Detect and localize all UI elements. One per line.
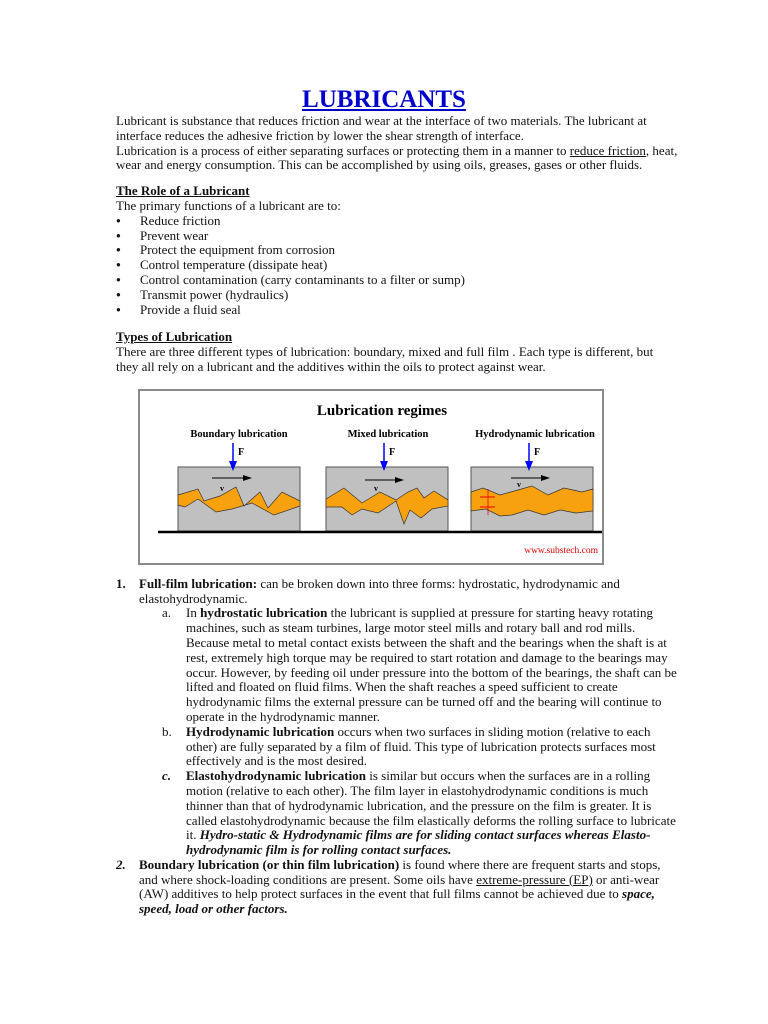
- term: Elastohydrodynamic lubrication: [186, 768, 366, 784]
- intro-paragraph-1: Lubricant is substance that reduces friction and wear at the interface of two materials. The lubricant at interface reduces the adhesive friction by lower the shear strength of interface.: [116, 113, 647, 143]
- emphasis: space, speed, load or other factors.: [139, 886, 655, 917]
- sub-item-hydrodynamic: [162, 725, 678, 769]
- figure-title: Lubrication regimes: [316, 402, 448, 419]
- types-heading: Types of Lubrication: [116, 329, 233, 345]
- list-item-boundary: [116, 858, 678, 917]
- emphasis: Hydro-static & Hydrodynamic films are for sliding contact surfaces whereas Elasto-hydrodynamic film is for rolling contact surfaces.: [186, 827, 651, 858]
- list-marker: 1.: [116, 575, 126, 591]
- mixed-panel: [326, 467, 448, 531]
- list-marker: c.: [162, 768, 172, 784]
- force-label: F: [534, 446, 541, 458]
- page-title: LUBRICANTS: [302, 86, 466, 113]
- types-text: There are three different types of lubrication: boundary, mixed and full film . Each type is different, but they all rely on a lubricant and the additives within the oils to protect against wear.: [116, 344, 654, 374]
- list-marker: a.: [162, 605, 172, 621]
- sub-item-hydrostatic: [162, 606, 678, 724]
- list-item: ● Control contamination (carry contaminants to a filter or sump): [116, 273, 678, 288]
- role-lead: The primary functions of a lubricant are to:: [116, 197, 341, 213]
- lubrication-regimes-figure: [138, 389, 604, 565]
- list-item: ● Transmit power (hydraulics): [116, 288, 678, 303]
- panel-label-mixed: Mixed lubrication: [347, 428, 429, 440]
- role-section: [116, 184, 678, 317]
- text: is similar but occurs when the surfaces are in a rolling motion (relative to each other). The film layer in elastohydrodynamic conditions is much thinner than that of hydrodynamic lubrication, and the pressure on the film is greater. It is called elastohydrodynamic because the film elastically deforms the rolling surface to lubricate it.: [186, 768, 676, 843]
- role-list: [116, 214, 678, 318]
- list-marker: 2.: [116, 856, 126, 872]
- role-heading: The Role of a Lubricant: [116, 183, 250, 199]
- figure-credit: www.substech.com: [524, 545, 598, 556]
- text: is found where there are frequent starts and stops, and where shock-loading conditions are present. Some oils have: [139, 856, 661, 887]
- list-marker: b.: [162, 723, 172, 739]
- boundary-panel: [178, 467, 300, 531]
- text: Lubrication is a process of either separating surfaces or protecting them in a manner to: [116, 142, 570, 158]
- panel-label-hydrodynamic: Hydrodynamic lubrication: [475, 428, 595, 440]
- term: Boundary lubrication (or thin film lubrication): [139, 856, 400, 872]
- panel-label-boundary: Boundary lubrication: [190, 428, 288, 440]
- list-item: ● Provide a fluid seal: [116, 303, 678, 318]
- sub-item-elastohydrodynamic: [162, 769, 678, 858]
- velocity-label: v: [220, 483, 224, 493]
- list-item: ● Prevent wear: [116, 229, 678, 244]
- extreme-pressure-link[interactable]: extreme-pressure (EP): [476, 871, 593, 887]
- text: the lubricant is supplied at pressure for starting heavy rotating machines, such as steam turbines, large motor steel mills and rotary ball and rod mills. Because metal to metal contact exists between the shaft and the bearings when the shaft is at rest, extremely high torque may be required to start rotation and damage to the bearings may occur. However, by feeding oil under pressure into the bottom of the bearings, the shaft can be lifted and floated on fluid films. When the shaft reaches a speed sufficient to create hydrodynamic films the external pressure can be turned off and the bearing will continue to operate in the hydrodynamic manner.: [186, 605, 677, 724]
- term: Full-film lubrication:: [139, 575, 258, 591]
- velocity-label: v: [517, 479, 521, 489]
- force-label: F: [389, 446, 396, 458]
- intro-paragraph-2: [116, 144, 678, 174]
- term: Hydrodynamic lubrication: [186, 723, 335, 739]
- list-item: ● Control temperature (dissipate heat): [116, 258, 678, 273]
- reduce-friction-link[interactable]: reduce friction: [569, 142, 646, 158]
- velocity-label: v: [374, 483, 378, 493]
- text: can be broken down into three forms: hydrostatic, hydrodynamic and elastohydrodynamic.: [139, 575, 620, 606]
- list-item-full-film: [116, 577, 678, 607]
- hydrodynamic-panel: [471, 467, 593, 531]
- force-label: F: [238, 446, 245, 458]
- text: occurs when two surfaces in sliding motion (relative to each other) are fully separated by a film of fluid. This type of lubrication protects surfaces most effectively and is the most desired.: [186, 723, 656, 769]
- document-body: [116, 114, 678, 917]
- list-item: ● Reduce friction: [116, 214, 678, 229]
- text: , heat, wear and energy consumption. This can be accomplished by using oils, greases, gases or other fluids.: [116, 142, 678, 173]
- text: or anti-wear (AW) additives to help protect surfaces in the event that full films cannot be achieved due to: [139, 871, 660, 902]
- list-item: ● Protect the equipment from corrosion: [116, 243, 678, 258]
- text: In: [186, 605, 201, 621]
- types-section: [116, 330, 678, 374]
- term: hydrostatic lubrication: [200, 605, 328, 621]
